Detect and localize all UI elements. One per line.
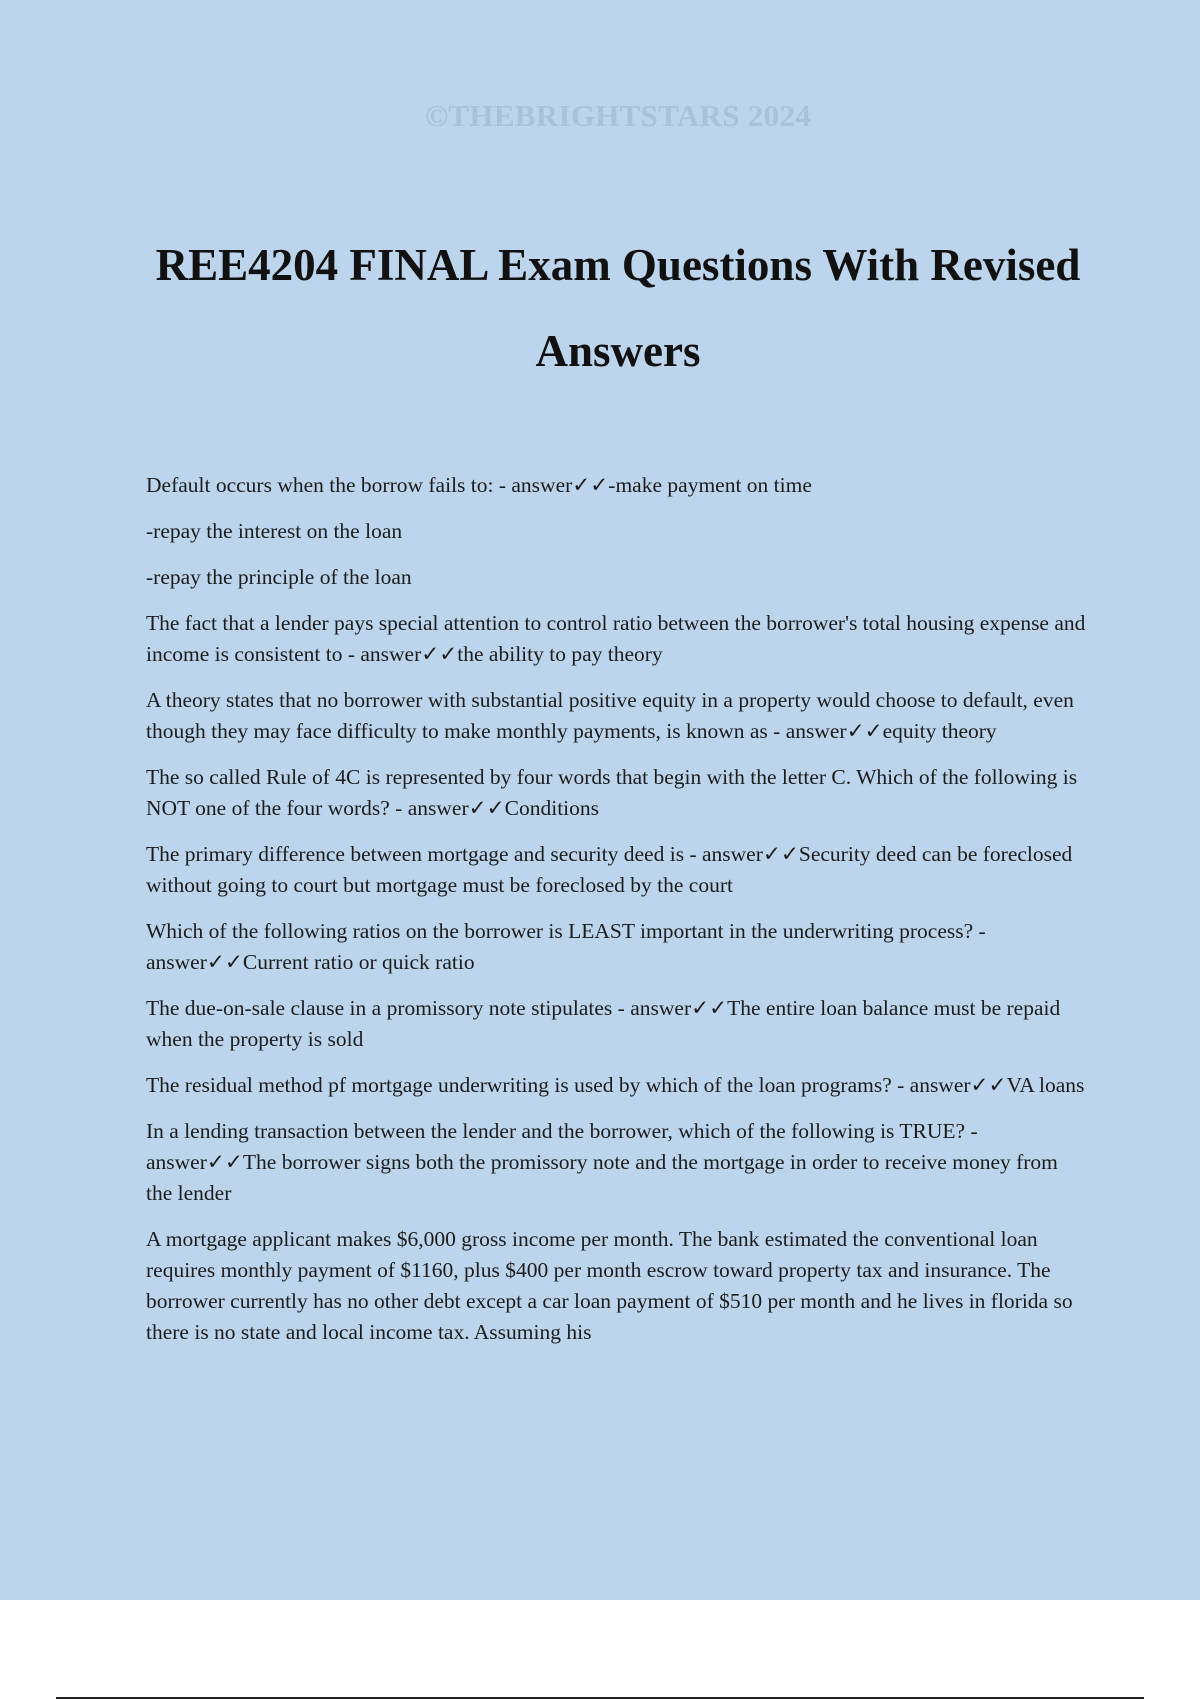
paragraph: A theory states that no borrower with substantial positive equity in a property would choose to default, even though they may face difficulty to make monthly payments, is known as - answer✓✓equity theory (146, 688, 1074, 743)
paragraph: Which of the following ratios on the borrower is LEAST important in the underwriting process? - answer✓✓Current ratio or quick ratio (146, 919, 986, 974)
paragraph: -repay the principle of the loan (146, 565, 412, 589)
copyright-watermark: ©THEBRIGHTSTARS 2024 (424, 98, 812, 133)
paragraph: The primary difference between mortgage and security deed is - answer✓✓Security deed can be foreclosed without going to court but mortgage must be foreclosed by the court (146, 842, 1073, 897)
paragraph: -repay the interest on the loan (146, 519, 403, 543)
paragraph: The fact that a lender pays special attention to control ratio between the borrower's total housing expense and income is consistent to - answer✓✓the ability to pay theory (146, 611, 1086, 666)
paragraph: A mortgage applicant makes $6,000 gross income per month. The bank estimated the conventional loan requires monthly payment of $1160, plus $400 per month escrow toward property tax and insurance. The borrower currently has no other debt except a car loan payment of $510 per month and he lives in florida so there is no state and local income tax. Assuming his (146, 1227, 1073, 1344)
paragraph: The residual method pf mortgage underwriting is used by which of the loan programs? - answer✓✓VA loans (146, 1073, 1085, 1097)
paragraph: The due-on-sale clause in a promissory note stipulates - answer✓✓The entire loan balance must be repaid when the property is sold (146, 996, 1061, 1051)
footer-divider (56, 1697, 1144, 1699)
question-answer-list (146, 470, 1086, 1363)
paragraph: Default occurs when the borrow fails to: - answer✓✓-make payment on time (146, 473, 812, 497)
document-title: REE4204 FINAL Exam Questions With Revised Answers (155, 240, 1081, 376)
paragraph: The so called Rule of 4C is represented by four words that begin with the letter C. Which of the following is NOT one of the four words? - answer✓✓Conditions (146, 765, 1078, 820)
paragraph: In a lending transaction between the lender and the borrower, which of the following is TRUE? - answer✓✓The borrower signs both the promissory note and the mortgage in order to receive money from the lender (146, 1119, 1058, 1205)
